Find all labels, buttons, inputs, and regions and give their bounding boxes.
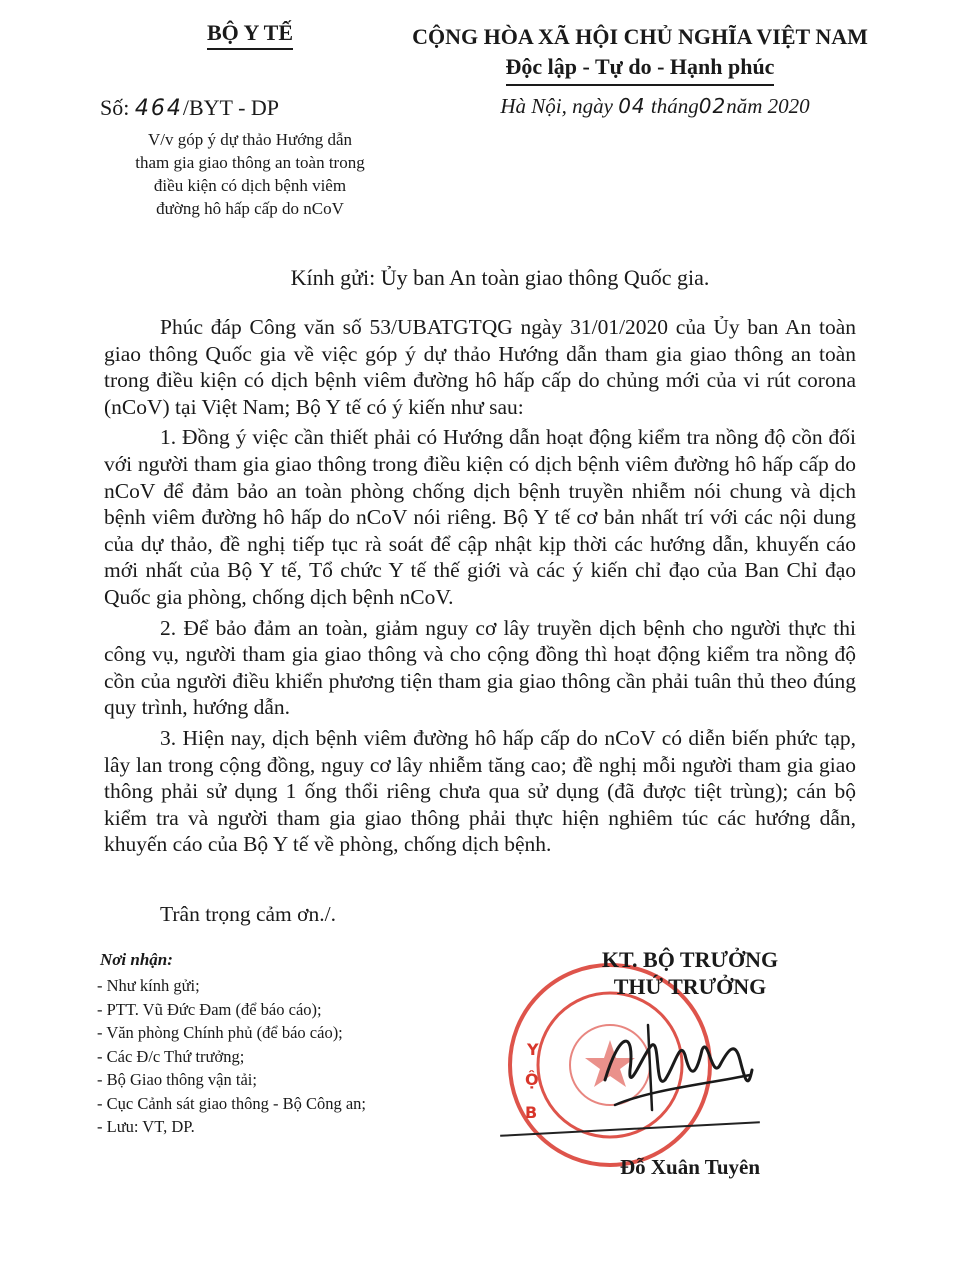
closing-line: Trân trọng cảm ơn./.	[160, 902, 336, 926]
subject-block	[95, 128, 405, 220]
letter-body	[104, 314, 856, 862]
svg-text:B: B	[525, 1103, 538, 1122]
svg-text:Ộ: Ộ	[525, 1070, 539, 1089]
subject-line: V/v góp ý dự thảo Hướng dẫn	[147, 130, 352, 149]
cc-item: - Các Đ/c Thứ trưởng;	[97, 1046, 245, 1066]
cc-item: - Lưu: VT, DP.	[97, 1117, 195, 1136]
cc-item: - PTT. Vũ Đức Đam (để báo cáo);	[97, 999, 322, 1019]
subject-line: tham gia giao thông an toàn trong	[135, 153, 365, 172]
ministry-label: BỘ Y TẾ	[207, 20, 293, 50]
cc-item: - Như kính gửi;	[97, 976, 200, 995]
doc-number-prefix: Số:	[100, 95, 130, 120]
paragraph-2: 2. Để bảo đảm an toàn, giảm nguy cơ lây truyền dịch bệnh cho người thực thi công vụ, người tham gia giao thông và cho cộng đồng thì hoạt động kiểm tra nồng độ cồn của người điều khiển phương tiện tham gia giao thông cần phải tuân thủ theo đúng quy trình, hướng dẫn.	[104, 615, 856, 720]
year-label: năm 2020	[726, 94, 810, 118]
paragraph-3: 3. Hiện nay, dịch bệnh viêm đường hô hấp cấp do nCoV có diễn biến phức tạp, lây lan trong cộng đồng, nguy cơ lây nhiễm tăng cao; đề nghị mỗi người tham gia giao thông phải sử dụng 1 ống thổi riêng chưa qua sử dụng (đã được tiệt trùng); cán bộ kiểm tra và người tham gia giao thông phải thực hiện nghiêm túc các hướng dẫn, khuyến cáo của Bộ Y tế về phòng, chống dịch bệnh.	[104, 725, 856, 857]
svg-text:Y: Y	[527, 1040, 539, 1059]
subject-line: điều kiện có dịch bệnh viêm	[153, 176, 347, 195]
date-day: 04	[618, 94, 646, 118]
doc-number-suffix: /BYT - DP	[182, 95, 280, 120]
paragraph-1: 1. Đồng ý việc cần thiết phải có Hướng dẫn hoạt động kiểm tra nồng độ cồn đối với người tham gia giao thông trong điều kiện có dịch bệnh viêm đường hô hấp cấp do nCoV để đảm bảo an toàn phòng chống dịch bệnh truyền nhiễm nói chung và dịch bệnh viêm đường hô hấp do nCoV nói riêng. Bộ Y tế cơ bản nhất trí với các nội dung của dự thảo, đề nghị tiếp tục rà soát để cập nhật kịp thời các hướng dẫn, khuyến cáo mới nhất của Bộ Y tế, Tổ chức Y tế thế giới và các ý kiến chỉ đạo của Ban Chỉ đạo Quốc gia phòng, chống dịch bệnh nCoV.	[104, 425, 856, 609]
cc-title: Nơi nhận:	[100, 950, 173, 969]
subject-line: đường hô hấp cấp do nCoV	[156, 199, 344, 218]
place-label: Hà Nội, ngày	[500, 94, 613, 118]
document-number	[100, 95, 400, 121]
handwritten-signature-icon	[590, 1010, 760, 1120]
date-month: 02	[698, 94, 727, 118]
cc-item: - Văn phòng Chính phủ (để báo cáo);	[97, 1023, 343, 1042]
month-label: tháng	[650, 94, 699, 118]
recipient-line: Kính gửi: Ủy ban An toàn giao thông Quốc gia.	[290, 265, 710, 290]
country-name: CỘNG HÒA XÃ HỘI CHỦ NGHĨA VIỆT NAM	[412, 24, 868, 49]
paragraph-intro: Phúc đáp Công văn số 53/UBATGTQG ngày 31/01/2020 của Ủy ban An toàn giao thông Quốc gia về việc góp ý dự thảo Hướng dẫn tham gia giao thông an toàn trong điều kiện có dịch bệnh viêm đường hô hấp cấp do chủng mới của vi rút corona (nCoV) tại Việt Nam; Bộ Y tế có ý kiến như sau:	[104, 315, 856, 419]
ministry-name	[150, 20, 350, 50]
place-date	[455, 94, 855, 119]
national-header	[395, 22, 885, 86]
role-line-1: KT. BỘ TRƯỞNG	[601, 947, 779, 972]
cc-item: - Cục Cảnh sát giao thông - Bộ Công an;	[97, 1093, 367, 1113]
signature-role	[580, 946, 800, 1000]
signer-name: Đỗ Xuân Tuyên	[619, 1155, 761, 1179]
cc-list	[97, 974, 366, 1139]
cc-item: - Bộ Giao thông vận tải;	[97, 1070, 257, 1089]
doc-number-handwritten: 464	[134, 96, 183, 121]
role-line-2: THỨ TRƯỞNG	[613, 974, 767, 999]
national-motto: Độc lập - Tự do - Hạnh phúc	[506, 52, 775, 86]
